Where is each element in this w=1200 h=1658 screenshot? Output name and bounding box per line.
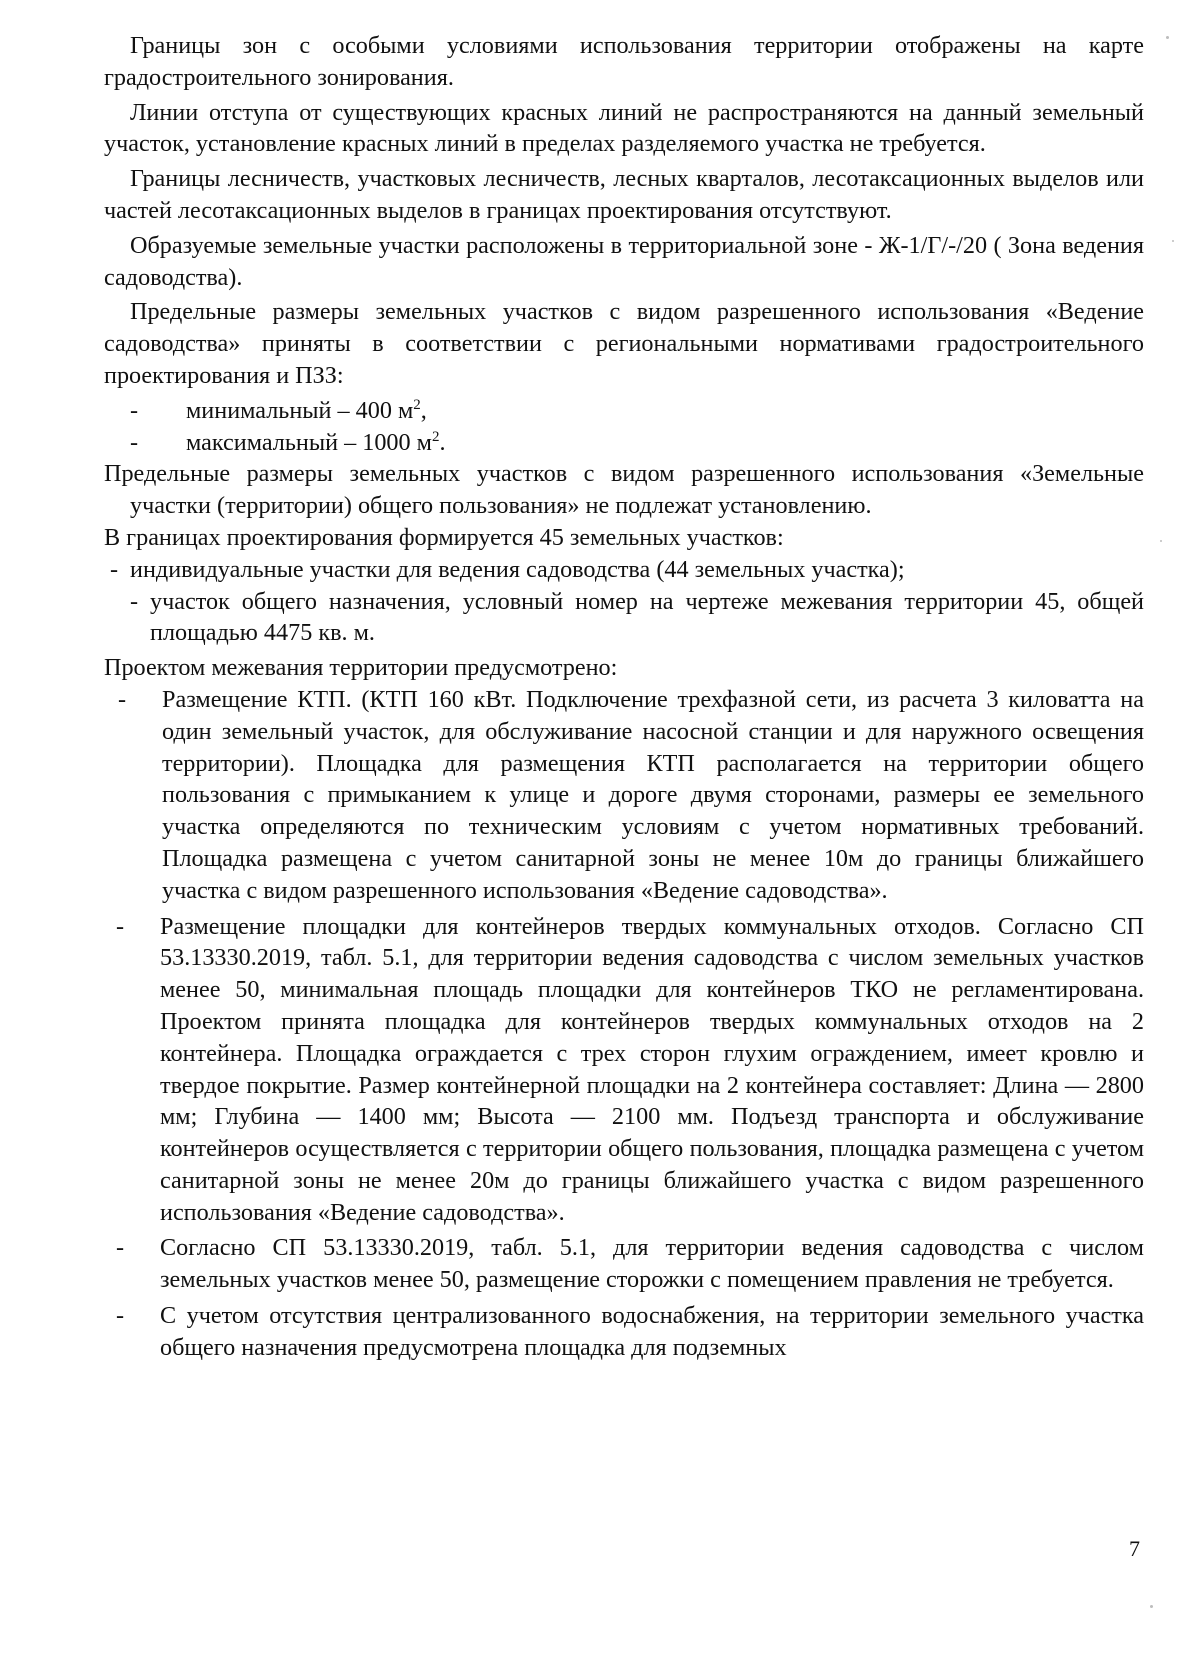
plots-list-item xyxy=(104,554,1144,586)
list-dash: - xyxy=(116,1234,125,1262)
size-max-item xyxy=(104,427,1144,459)
paragraph-zones-map: Границы зон с особыми условиями использования территории отображены на карте градостроительного зонирования. xyxy=(104,32,1144,91)
list-dash: - xyxy=(116,1302,125,1330)
provision-waste-site: Размещение площадки для контейнеров твердых коммунальных отходов. Согласно СП 53.13330.2019, табл. 5.1, для территории ведения садоводства с числом земельных участков менее 50, минимальная площадь площадки для контейнеров ТКО не регламентирована. Проектом принята площадка для контейнеров твердых коммунальных отходов на 2 контейнера. Площадка ограждается с трех сторон глухим ограждением, имеет кровлю и твердое покрытие. Размер контейнерной площадки на 2 контейнера составляет: Длина — 2800 мм; Глубина — 1400 мм; Высота — 2100 мм. Подъезд транспорта и обслуживание контейнеров осуществляется с территории общего пользования, площадка размещена с учетом санитарной зоны не менее 20м до границы ближайшего участка с видом разрешенного использования «Ведение садоводства». xyxy=(160,912,1144,1226)
paragraph-provisions: Проектом межевания территории предусмотрено: xyxy=(104,654,618,682)
list-dash: - xyxy=(118,685,127,713)
provision-item xyxy=(104,1232,1144,1296)
plots-item-common: участок общего назначения, условный номер на чертеже межевания территории 45, общей площадью 4475 кв. м. xyxy=(150,587,1144,647)
provision-item xyxy=(104,684,1144,907)
list-dash: - xyxy=(130,396,139,424)
list-dash: - xyxy=(130,428,139,456)
provision-ktp: Размещение КТП. (КТП 160 кВт. Подключение трехфазной сети, из расчета 3 киловатта на один земельный участок, для обслуживание насосной станции и для наружного освещения территории). Площадка для размещения КТП располагается на территории общего пользования с примыканием к улице и дороге двумя сторонами, размеры ее земельного участка определяются по техническим условиям с учетом нормативных требований. Площадка размещена с учетом санитарной зоны не менее 10м до границы ближайшего участка с видом разрешенного использования «Ведение садоводства». xyxy=(162,685,1144,904)
list-dash: - xyxy=(130,587,139,615)
scan-speck xyxy=(1150,1605,1153,1608)
scan-speck xyxy=(1172,240,1174,242)
paragraph-plot-count: В границах проектирования формируется 45 земельных участков: xyxy=(104,523,784,551)
size-min-label: минимальный – 400 м xyxy=(186,396,414,424)
size-max-label: максимальный – 1000 м xyxy=(186,428,432,456)
unit-exponent: 2 xyxy=(413,396,421,413)
plots-list-item xyxy=(104,586,1144,650)
paragraph-common-use: Предельные размеры земельных участков с видом разрешенного использования «Земельные участки (территории) общего пользования» не подлежат установлению. xyxy=(104,460,1144,520)
paragraph-size-limits: Предельные размеры земельных участков с видом разрешенного использования «Ведение садоводства» приняты в соответствии с региональными нормативами градостроительного проектирования и ПЗЗ: xyxy=(104,298,1144,389)
list-dash: - xyxy=(110,555,119,583)
document-body xyxy=(104,30,1144,1364)
paragraph-territorial-zone: Образуемые земельные участки расположены в территориальной зоне - Ж-1/Г/-/20 ( Зона ведения садоводства). xyxy=(104,231,1144,291)
unit-exponent: 2 xyxy=(431,428,440,445)
page-number: 7 xyxy=(1129,1536,1140,1561)
provision-guardhouse: Согласно СП 53.13330.2019, табл. 5.1, для территории ведения садоводства с числом земельных участков менее 50, размещение сторожки с помещением правления не требуется. xyxy=(160,1234,1144,1294)
size-max-suffix: . xyxy=(439,428,446,456)
scan-speck xyxy=(1160,540,1162,542)
paragraph-red-lines: Линии отступа от существующих красных линий не распространяются на данный земельный участок, установление красных линий в пределах разделяемого участка не требуется. xyxy=(104,98,1144,158)
provision-item xyxy=(104,911,1144,1229)
size-min-suffix: , xyxy=(420,396,427,424)
plots-item-individual: индивидуальные участки для ведения садоводства (44 земельных участка); xyxy=(130,555,905,583)
provision-water: С учетом отсутствия централизованного водоснабжения, на территории земельного участка общего назначения предусмотрена площадка для подземных xyxy=(160,1302,1144,1361)
size-min-item xyxy=(104,395,1144,427)
paragraph-forestry: Границы лесничеств, участковых лесничеств, лесных кварталов, лесотаксационных выделов или частей лесотаксационных выделов в границах проектирования отсутствуют. xyxy=(104,165,1144,224)
provision-item xyxy=(104,1300,1144,1364)
scan-speck xyxy=(1166,36,1169,39)
list-dash: - xyxy=(116,912,125,940)
